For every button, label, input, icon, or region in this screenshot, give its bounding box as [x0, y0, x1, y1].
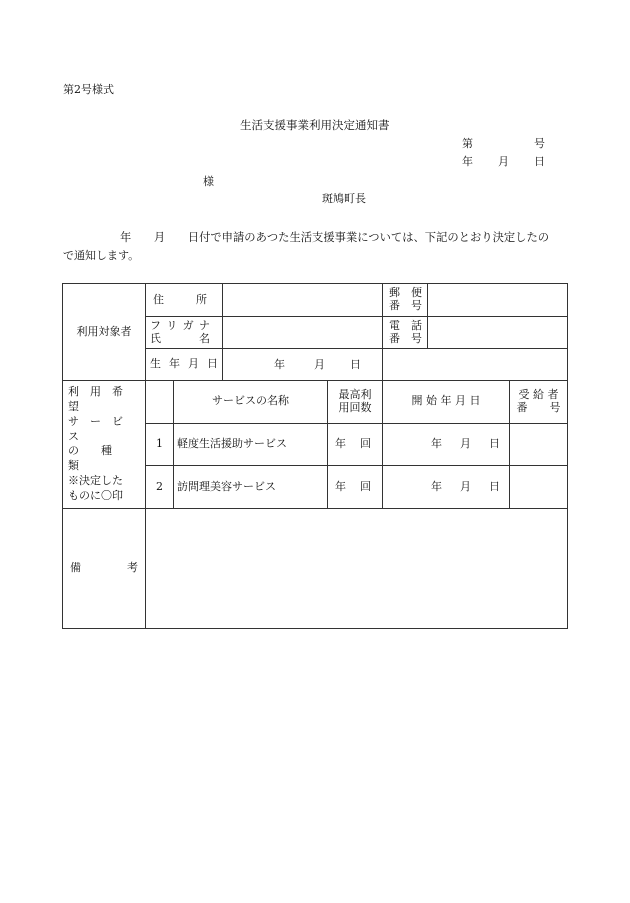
service-number[interactable]: 2 — [146, 466, 174, 509]
max-usage-header — [328, 381, 383, 424]
max-usage-header-2: 用回数 — [338, 400, 372, 414]
start-month: 月 — [460, 437, 471, 451]
postal-code-field[interactable] — [428, 284, 568, 317]
start-month: 月 — [460, 479, 471, 493]
recipient-suffix: 様 — [203, 175, 214, 188]
furigana-char-1: フ — [150, 318, 161, 332]
start-day: 日 — [489, 437, 500, 451]
service-max-usage[interactable] — [328, 423, 383, 466]
dob-month: 月 — [314, 357, 325, 371]
address-label-1: 住 — [153, 292, 164, 306]
selection-mark-header — [146, 381, 174, 424]
start-year: 年 — [431, 437, 442, 451]
dob-label-1: 生 — [150, 357, 161, 371]
address-field[interactable] — [223, 284, 383, 317]
furigana-char-4: ナ — [198, 318, 210, 332]
issuer: 斑鳩町長 — [322, 192, 366, 205]
phone-label-2: 番 号 — [389, 331, 422, 345]
furigana-char-2: リ — [166, 318, 178, 332]
service-header-line-3: の 種 類 — [68, 444, 134, 473]
remarks-field[interactable] — [146, 508, 568, 628]
name-label-1: 氏 — [150, 331, 161, 345]
remarks-label-2: 考 — [127, 560, 138, 574]
service-name-header: サービスの名称 — [174, 381, 328, 424]
body-line-1: 年 月 日付で申請のあつた生活支援事業については、下記のとおり決定したの — [120, 231, 550, 244]
max-year: 年 — [335, 479, 346, 493]
max-usage-header-1: 最高利 — [338, 388, 372, 402]
address-label — [146, 284, 223, 317]
document-title: 生活支援事業利用決定通知書 — [240, 118, 390, 132]
service-recipient-number[interactable] — [510, 466, 568, 509]
address-label-2: 所 — [196, 292, 207, 306]
service-start-date[interactable] — [383, 466, 510, 509]
service-name: 訪問理美容サービス — [174, 466, 328, 509]
doc-number-prefix: 第 — [462, 137, 473, 150]
body-line-2: で通知します。 — [63, 249, 140, 262]
recipient-header-1: 受 給 者 — [518, 388, 559, 402]
dob-label-4: 日 — [207, 357, 218, 371]
remarks-label-1: 備 — [70, 560, 81, 574]
service-start-date[interactable] — [383, 423, 510, 466]
decision-form-table — [62, 283, 568, 629]
dob-field[interactable] — [223, 349, 383, 381]
max-year: 年 — [335, 437, 346, 451]
start-date-header: 開 始 年 月 日 — [383, 381, 510, 424]
date-month: 月 — [498, 155, 509, 168]
date-day: 日 — [534, 155, 545, 168]
dob-label — [146, 349, 223, 381]
service-header-line-2: サ ー ビ ス — [68, 414, 134, 443]
dob-blank — [383, 349, 568, 381]
postal-label-1: 郵 便 — [389, 286, 422, 300]
remarks-label — [63, 508, 146, 628]
name-label-2: 名 — [199, 331, 210, 345]
name-field[interactable] — [223, 317, 383, 349]
service-max-usage[interactable] — [328, 466, 383, 509]
dob-label-2: 年 — [169, 357, 180, 371]
service-header-line-5: ものに〇印 — [68, 488, 123, 502]
phone-field[interactable] — [428, 317, 568, 349]
doc-number-suffix: 号 — [534, 137, 545, 150]
max-times: 回 — [360, 479, 371, 493]
service-number[interactable]: 1 — [146, 423, 174, 466]
service-header-line-1: 利 用 希 望 — [68, 385, 134, 413]
form-number: 第2号様式 — [63, 83, 114, 96]
service-name: 軽度生活援助サービス — [174, 423, 328, 466]
dob-label-3: 月 — [188, 357, 199, 371]
postal-label-2: 番 号 — [389, 299, 422, 312]
recipient-header-2: 番 号 — [516, 400, 561, 414]
start-year: 年 — [431, 479, 442, 493]
service-recipient-number[interactable] — [510, 423, 568, 466]
furigana-char-3: ガ — [182, 318, 194, 332]
applicant-header: 利用対象者 — [63, 284, 146, 381]
recipient-number-header — [510, 381, 568, 424]
max-times: 回 — [360, 437, 371, 451]
furigana-name-label — [146, 317, 223, 349]
date-year: 年 — [462, 155, 473, 168]
phone-label-1: 電 話 — [389, 318, 422, 332]
dob-day: 日 — [350, 357, 361, 371]
postal-label — [383, 284, 428, 317]
phone-label — [383, 317, 428, 349]
dob-year: 年 — [274, 357, 285, 371]
service-type-header — [63, 381, 146, 509]
start-day: 日 — [489, 479, 500, 493]
service-header-line-4: ※決定した — [68, 474, 123, 488]
